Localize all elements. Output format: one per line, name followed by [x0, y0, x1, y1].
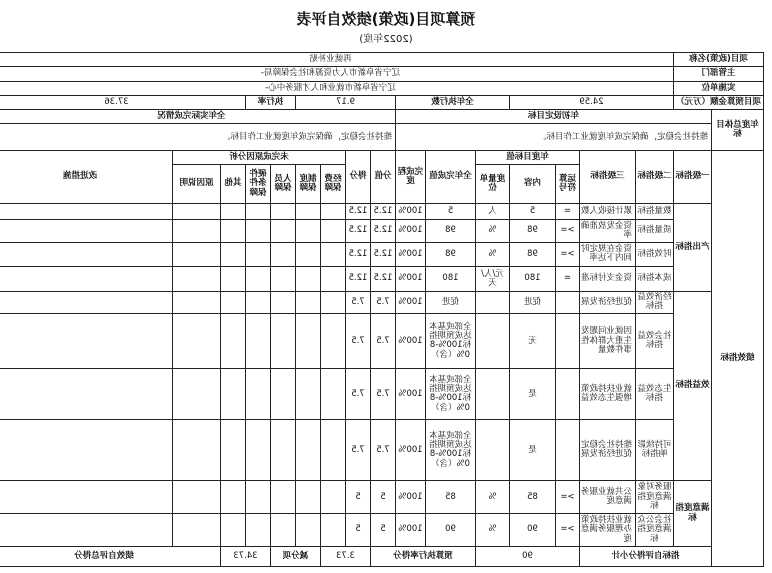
- cell-empty: [0, 291, 173, 313]
- cell-empty: [321, 514, 346, 547]
- cell-empty: [271, 420, 296, 481]
- cell-rate: 100%: [396, 267, 426, 291]
- cell-operator: [556, 369, 580, 420]
- cell-rate: 100%: [396, 369, 426, 420]
- budget-label: 项目预算金额（万元）: [674, 95, 764, 109]
- cell-rate: 100%: [396, 291, 426, 313]
- department-label: 主管部门: [674, 67, 764, 81]
- cell-empty: [246, 420, 271, 481]
- deduct-value: 34.73: [221, 546, 271, 566]
- cell-actual: 85: [426, 481, 476, 514]
- cell-empty: [321, 291, 346, 313]
- cell-unit: 元/人/天: [476, 267, 510, 291]
- cell-score: 12.5: [346, 220, 371, 242]
- cell-empty: [321, 267, 346, 291]
- cell-score: 7.5: [346, 420, 371, 481]
- cell-level2: 社会公众满意度指标: [636, 514, 674, 547]
- table-row: [0, 242, 764, 266]
- project-name-label: 项目(政策)名称: [674, 53, 764, 67]
- cell-weight: 7.5: [371, 314, 396, 369]
- cell-level2: 质量指标: [636, 220, 674, 242]
- table-row: [0, 267, 764, 291]
- cell-weight: 7.5: [371, 369, 396, 420]
- cell-empty: [321, 481, 346, 514]
- cell-level3: 资金在规定时间内下达率: [580, 242, 636, 266]
- cell-empty: [221, 481, 246, 514]
- implementer-row: [0, 81, 764, 95]
- cell-rate: 100%: [396, 420, 426, 481]
- cell-score: 7.5: [346, 291, 371, 313]
- cell-actual: 全部或基本达成预期指标100%-80%（含）: [426, 420, 476, 481]
- cell-actual: 180: [426, 267, 476, 291]
- cell-empty: [271, 220, 296, 242]
- cell-empty: [173, 267, 221, 291]
- exec-full-value: 9.17: [296, 95, 396, 109]
- cell-weight: 7.5: [371, 420, 396, 481]
- cell-unit: [476, 369, 510, 420]
- cell-unit: %: [476, 242, 510, 266]
- cell-empty: [173, 420, 221, 481]
- goal-plan-label: 年初设定目标: [396, 110, 712, 124]
- header-rate: 完成程度: [396, 150, 426, 203]
- cell-unit: %: [476, 514, 510, 547]
- header-weight: 分值: [371, 150, 396, 203]
- header-reason-system: 制度保障: [296, 165, 321, 204]
- cell-empty: [173, 220, 221, 242]
- cell-empty: [0, 481, 173, 514]
- cell-rate: 100%: [396, 314, 426, 369]
- cell-content: 是: [510, 420, 556, 481]
- exec-rate-label: 执行率: [246, 95, 296, 109]
- cell-empty: [0, 314, 173, 369]
- cell-empty: [296, 267, 321, 291]
- cell-empty: [246, 481, 271, 514]
- cell-empty: [221, 420, 246, 481]
- header-reasons: 未完成原因分析: [173, 150, 346, 164]
- cell-content: 是: [510, 369, 556, 420]
- cell-content: 85: [510, 481, 556, 514]
- cell-empty: [271, 314, 296, 369]
- budget-value: 24.59: [510, 95, 674, 109]
- cell-empty: [296, 481, 321, 514]
- cell-content: 无: [510, 314, 556, 369]
- cell-actual: 98: [426, 242, 476, 266]
- cell-actual: 全部或基本达成预期指标100%-80%（含）: [426, 369, 476, 420]
- cell-score: 7.5: [346, 314, 371, 369]
- cell-actual: 98: [426, 220, 476, 242]
- header-score: 得分: [346, 150, 371, 203]
- cell-empty: [0, 242, 173, 266]
- table-row: [0, 481, 764, 514]
- cell-empty: [321, 314, 346, 369]
- level1-satisfaction: 满意度指标: [674, 481, 712, 546]
- cell-empty: [321, 369, 346, 420]
- cell-level3: 维持社会稳定促进经济发展: [580, 420, 636, 481]
- cell-content: 5: [510, 203, 556, 219]
- cell-unit: %: [476, 481, 510, 514]
- cell-level3: 因就业问题发生重大群体性事件数量: [580, 314, 636, 369]
- cell-operator: =: [556, 203, 580, 219]
- cell-empty: [0, 220, 173, 242]
- cell-rate: 100%: [396, 203, 426, 219]
- cell-weight: 12.5: [371, 242, 396, 266]
- cell-empty: [246, 369, 271, 420]
- cell-empty: [296, 242, 321, 266]
- cell-rate: 100%: [396, 514, 426, 547]
- cell-level2: 生态效益指标: [636, 369, 674, 420]
- cell-empty: [0, 420, 173, 481]
- cell-level2: 时效指标: [636, 242, 674, 266]
- cell-empty: [296, 369, 321, 420]
- cell-empty: [271, 242, 296, 266]
- cell-weight: 12.5: [371, 267, 396, 291]
- cell-empty: [296, 220, 321, 242]
- project-name-value: 再就业补贴: [0, 53, 674, 67]
- cell-score: 12.5: [346, 203, 371, 219]
- cell-weight: 5: [371, 514, 396, 547]
- cell-empty: [173, 481, 221, 514]
- cell-actual: 5: [426, 203, 476, 219]
- table-row: [0, 291, 764, 313]
- table-row: [0, 314, 764, 369]
- page-subtitle-year: (2022年度): [359, 34, 413, 45]
- indicator-header-row-1: [0, 150, 764, 164]
- cell-operator: [556, 314, 580, 369]
- cell-operator: [556, 291, 580, 313]
- exec-rate-value: 37.36: [0, 95, 246, 109]
- cell-empty: [0, 267, 173, 291]
- header-level3: 三级指标: [580, 150, 636, 203]
- cell-unit: [476, 291, 510, 313]
- cell-level3: 资金支付标准: [580, 267, 636, 291]
- header-reason-funds: 经费保障: [321, 165, 346, 204]
- header-reason-other: 其他: [221, 165, 246, 204]
- cell-empty: [246, 267, 271, 291]
- header-reason-staff: 人员保障: [271, 165, 296, 204]
- cell-content: 促进: [510, 291, 556, 313]
- cell-level2: 服务对象满意度指标: [636, 481, 674, 514]
- goal-header-row: [0, 110, 764, 124]
- cell-empty: [246, 291, 271, 313]
- cell-score: 5: [346, 514, 371, 547]
- cell-empty: [0, 203, 173, 219]
- cell-level2: 经济效益指标: [636, 291, 674, 313]
- cell-empty: [296, 514, 321, 547]
- header-content: 内容: [510, 165, 556, 204]
- annual-goal-label: 年度总体目标: [712, 110, 764, 151]
- cell-level3: 公共就业服务满意度: [580, 481, 636, 514]
- cell-content: 90: [510, 514, 556, 547]
- header-reason-hardware: 硬件条件保障: [246, 165, 271, 204]
- department-row: [0, 67, 764, 81]
- implementer-label: 实施单位: [674, 81, 764, 95]
- exec-score-value: 3.73: [321, 546, 371, 566]
- goal-actual-label: 全年实际完成情况: [0, 110, 396, 124]
- total-score-label: 绩效自评总得分: [0, 546, 221, 566]
- project-name-row: [0, 53, 764, 67]
- cell-empty: [221, 220, 246, 242]
- cell-empty: [271, 291, 296, 313]
- cell-empty: [173, 203, 221, 219]
- cell-empty: [221, 203, 246, 219]
- cell-level2: 可持续影响指标: [636, 420, 674, 481]
- cell-empty: [296, 420, 321, 481]
- cell-actual: 促进: [426, 291, 476, 313]
- cell-empty: [0, 514, 173, 547]
- footer-row: [0, 546, 764, 566]
- cell-level3: 就业扶持政策增强生态效益: [580, 369, 636, 420]
- cell-operator: =: [556, 267, 580, 291]
- cell-empty: [321, 220, 346, 242]
- cell-empty: [296, 203, 321, 219]
- cell-empty: [246, 203, 271, 219]
- cell-empty: [246, 514, 271, 547]
- cell-rate: 100%: [396, 220, 426, 242]
- cell-empty: [296, 314, 321, 369]
- header-level2: 二级指标: [636, 150, 674, 203]
- table-row: [0, 220, 764, 242]
- cell-rate: 100%: [396, 481, 426, 514]
- cell-empty: [321, 242, 346, 266]
- cell-score: 7.5: [346, 369, 371, 420]
- budget-row: [0, 95, 764, 109]
- cell-level3: 促进经济发展: [580, 291, 636, 313]
- cell-level3: 就业扶持政策办理服务满意度: [580, 514, 636, 547]
- page-title: 预算项目(政策)绩效自评表: [296, 10, 476, 28]
- cell-unit: 人: [476, 203, 510, 219]
- implementer-value: 辽宁省阜新市就业和人才服务中心-: [0, 81, 674, 95]
- department-value: 辽宁省阜新市人力资源和社会保障局-: [0, 67, 674, 81]
- cell-content: 98: [510, 220, 556, 242]
- cell-empty: [173, 291, 221, 313]
- subtotal-label: 指标自评得分小计: [580, 546, 712, 566]
- cell-content: 180: [510, 267, 556, 291]
- cell-content: 98: [510, 242, 556, 266]
- cell-score: 12.5: [346, 242, 371, 266]
- cell-empty: [271, 481, 296, 514]
- cell-weight: 7.5: [371, 291, 396, 313]
- cell-unit: %: [476, 220, 510, 242]
- cell-empty: [271, 267, 296, 291]
- cell-unit: [476, 420, 510, 481]
- cell-empty: [246, 220, 271, 242]
- cell-level2: 成本指标: [636, 267, 674, 291]
- table-row: [0, 514, 764, 547]
- header-measures: 改进措施: [0, 150, 173, 203]
- cell-empty: [221, 514, 246, 547]
- cell-operator: [556, 420, 580, 481]
- cell-empty: [173, 369, 221, 420]
- cell-rate: 100%: [396, 242, 426, 266]
- cell-empty: [321, 420, 346, 481]
- exec-full-label: 全年执行数: [396, 95, 510, 109]
- header-actual: 全年完成值: [426, 150, 476, 203]
- header-operator: 运算符号: [556, 165, 580, 204]
- cell-operator: >=: [556, 242, 580, 266]
- cell-weight: 5: [371, 481, 396, 514]
- cell-operator: >=: [556, 481, 580, 514]
- cell-level2: 数量指标: [636, 203, 674, 219]
- perf-indicator-label: 绩效指标: [712, 150, 764, 566]
- cell-empty: [246, 314, 271, 369]
- cell-empty: [321, 203, 346, 219]
- deduct-label: 减分项: [271, 546, 321, 566]
- cell-score: 12.5: [346, 267, 371, 291]
- goal-text-row: [0, 124, 764, 151]
- cell-empty: [271, 369, 296, 420]
- evaluation-table: [0, 52, 764, 567]
- cell-score: 5: [346, 481, 371, 514]
- cell-empty: [173, 314, 221, 369]
- cell-unit: [476, 314, 510, 369]
- cell-empty: [296, 291, 321, 313]
- cell-empty: [221, 242, 246, 266]
- header-level1: 一级指标: [674, 150, 712, 203]
- table-row: [0, 203, 764, 219]
- table-row: [0, 420, 764, 481]
- exec-score-label: 预算执行率得分: [371, 546, 476, 566]
- cell-actual: 90: [426, 514, 476, 547]
- goal-plan-text: 维持社会稳定，确保完成年度就业工作目标。: [396, 124, 712, 151]
- level1-effect: 效益指标: [674, 291, 712, 481]
- header-unit: 度量单位: [476, 165, 510, 204]
- cell-empty: [221, 369, 246, 420]
- cell-level2: 社会效益指标: [636, 314, 674, 369]
- goal-actual-text: 维持社会稳定，确保完成年度就业工作目标。: [0, 124, 396, 151]
- cell-empty: [221, 314, 246, 369]
- cell-weight: 12.5: [371, 203, 396, 219]
- cell-empty: [173, 242, 221, 266]
- header-reason-desc: 原因说明: [173, 165, 221, 204]
- cell-empty: [271, 514, 296, 547]
- cell-empty: [0, 369, 173, 420]
- cell-actual: 全部或基本达成预期指标100%-80%（含）: [426, 314, 476, 369]
- cell-operator: >=: [556, 220, 580, 242]
- cell-level3: 资金发放准确率: [580, 220, 636, 242]
- subtotal-value: 90: [476, 546, 580, 566]
- cell-empty: [221, 267, 246, 291]
- cell-empty: [173, 514, 221, 547]
- cell-weight: 12.5: [371, 220, 396, 242]
- cell-empty: [246, 242, 271, 266]
- level1-output: 产出指标: [674, 203, 712, 291]
- header-annual-target: 年度目标值: [476, 150, 580, 164]
- cell-empty: [221, 291, 246, 313]
- cell-operator: >=: [556, 514, 580, 547]
- cell-level3: 累计接收人数: [580, 203, 636, 219]
- table-row: [0, 369, 764, 420]
- cell-empty: [271, 203, 296, 219]
